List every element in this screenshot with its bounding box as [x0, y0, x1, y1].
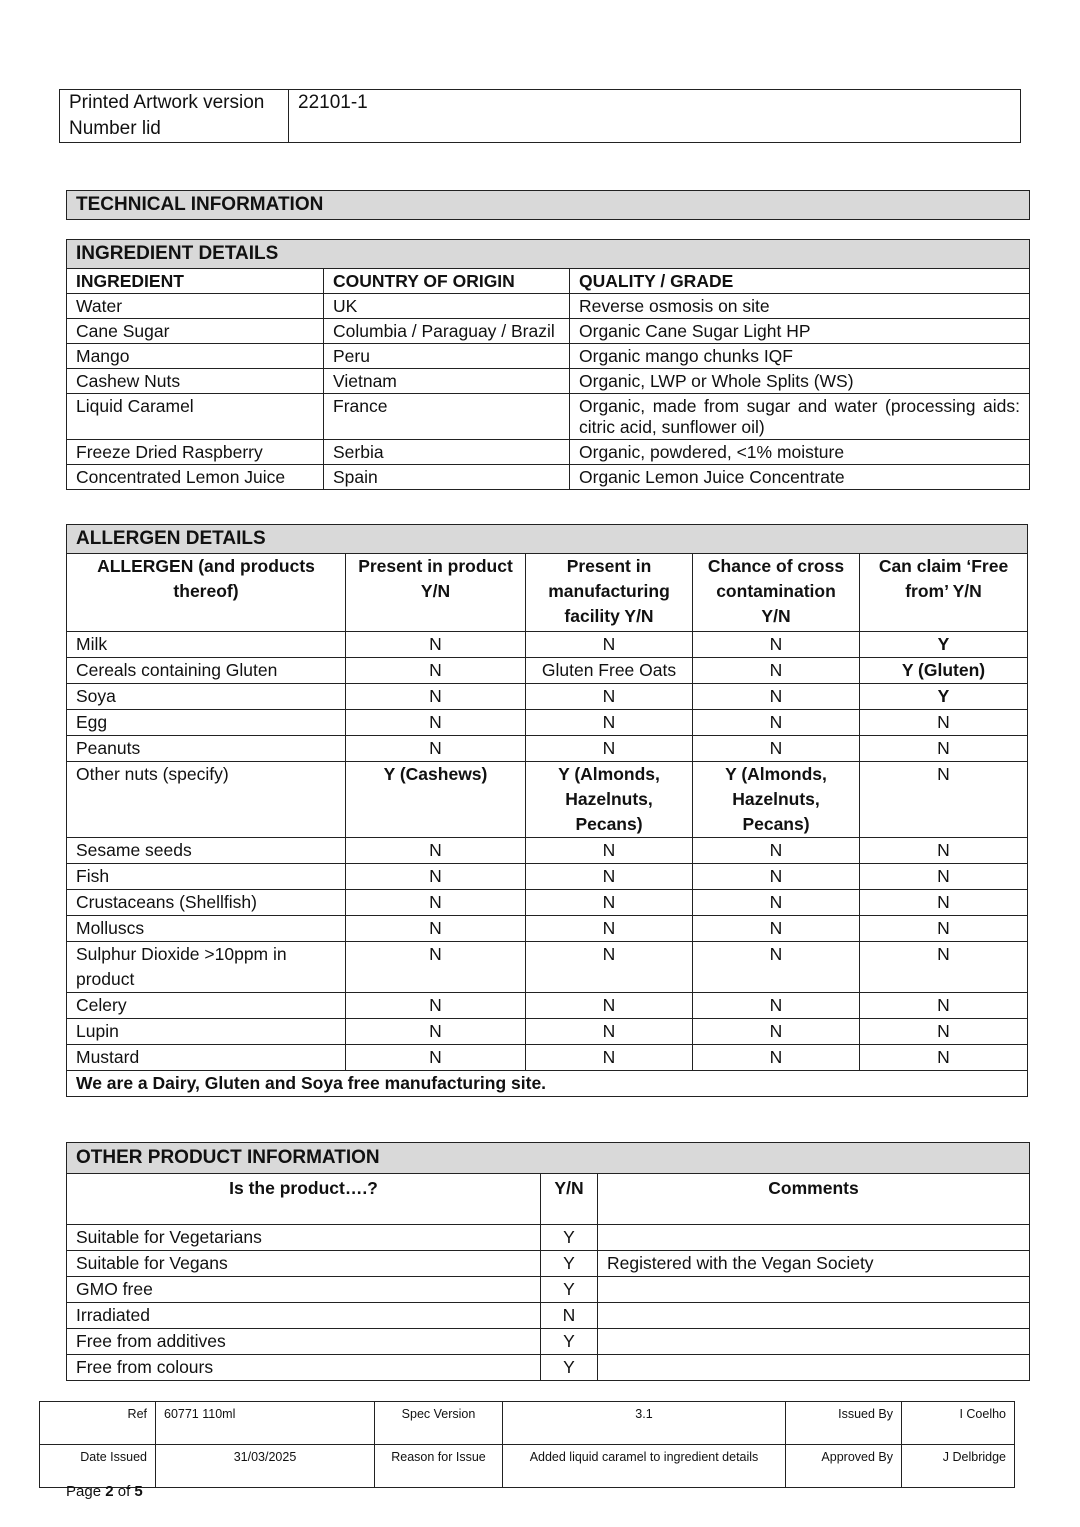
table-row: [67, 993, 1028, 1019]
origin-cell: France: [324, 394, 570, 440]
ingredient-cell: Concentrated Lemon Juice: [67, 465, 324, 490]
yn-cell: Y: [541, 1225, 598, 1251]
yn-cell: N: [541, 1303, 598, 1329]
yn-cell: Y: [541, 1355, 598, 1381]
comment-cell: [598, 1303, 1030, 1329]
value-cell: N: [526, 993, 693, 1019]
comment-cell: Registered with the Vegan Society: [598, 1251, 1030, 1277]
value-cell: N: [526, 710, 693, 736]
column-header: INGREDIENT: [67, 269, 324, 294]
origin-cell: UK: [324, 294, 570, 319]
grade-cell: Organic Cane Sugar Light HP: [570, 319, 1030, 344]
value-cell: N: [526, 838, 693, 864]
ref-value: 60771 110ml: [156, 1402, 375, 1445]
value-cell: Y (Almonds, Hazelnuts, Pecans): [693, 762, 860, 838]
allergen-cell: Crustaceans (Shellfish): [67, 890, 346, 916]
value-cell: N: [346, 838, 526, 864]
reason-label: Reason for Issue: [375, 1445, 503, 1488]
value-cell: N: [860, 1045, 1028, 1071]
comment-cell: [598, 1355, 1030, 1381]
issued-by-label: Issued By: [786, 1402, 902, 1445]
page-of: of: [117, 1483, 131, 1500]
origin-cell: Vietnam: [324, 369, 570, 394]
spec-version-label: Spec Version: [375, 1402, 503, 1445]
table-row: [67, 1019, 1028, 1045]
allergen-cell: Molluscs: [67, 916, 346, 942]
column-header: Chance of cross contamination Y/N: [693, 554, 860, 632]
table-row: [67, 465, 1030, 490]
value-cell: Y (Almonds, Hazelnuts, Pecans): [526, 762, 693, 838]
grade-cell: Organic Lemon Juice Concentrate: [570, 465, 1030, 490]
yn-cell: Y: [541, 1251, 598, 1277]
table-row: [67, 1277, 1030, 1303]
value-cell: N: [346, 1019, 526, 1045]
allergen-cell: Sesame seeds: [67, 838, 346, 864]
table-row: [67, 864, 1028, 890]
table-row: [67, 1303, 1030, 1329]
document-footer-table: [39, 1401, 1015, 1488]
value-cell: N: [860, 838, 1028, 864]
date-issued-value: 31/03/2025: [156, 1445, 375, 1488]
value-cell: N: [693, 658, 860, 684]
column-header: Present in manufacturing facility Y/N: [526, 554, 693, 632]
table-row: [67, 294, 1030, 319]
question-cell: Suitable for Vegetarians: [67, 1225, 541, 1251]
value-cell: N: [346, 658, 526, 684]
comment-cell: [598, 1329, 1030, 1355]
table-header-row: [67, 554, 1028, 632]
approved-by-label: Approved By: [786, 1445, 902, 1488]
ingredient-cell: Liquid Caramel: [67, 394, 324, 440]
value-cell: N: [860, 890, 1028, 916]
value-cell: N: [693, 942, 860, 993]
ingredient-cell: Freeze Dried Raspberry: [67, 440, 324, 465]
value-cell: Y (Cashews): [346, 762, 526, 838]
table-row: [67, 916, 1028, 942]
value-cell: N: [526, 942, 693, 993]
table-row: [67, 942, 1028, 993]
value-cell: N: [526, 864, 693, 890]
approved-by-value: J Delbridge: [902, 1445, 1015, 1488]
table-row: [67, 658, 1028, 684]
value-cell: N: [346, 710, 526, 736]
value-cell: N: [693, 890, 860, 916]
value-cell: N: [346, 632, 526, 658]
value-cell: N: [693, 916, 860, 942]
page-number: [66, 1483, 143, 1500]
table-header-row: [67, 269, 1030, 294]
page-prefix: Page: [66, 1483, 102, 1500]
value-cell: N: [693, 632, 860, 658]
value-cell: N: [526, 632, 693, 658]
grade-cell: Organic, made from sugar and water (processing aids: citric acid, sunflower oil): [570, 394, 1030, 440]
value-cell: N: [860, 942, 1028, 993]
other-info-table: [66, 1142, 1030, 1381]
value-cell: N: [526, 684, 693, 710]
yn-cell: Y: [541, 1329, 598, 1355]
allergen-table: [66, 524, 1028, 1097]
allergen-cell: Soya: [67, 684, 346, 710]
value-cell: N: [346, 993, 526, 1019]
allergen-cell: Other nuts (specify): [67, 762, 346, 838]
grade-cell: Reverse osmosis on site: [570, 294, 1030, 319]
allergen-cell: Egg: [67, 710, 346, 736]
value-cell: N: [346, 942, 526, 993]
ingredient-cell: Water: [67, 294, 324, 319]
value-cell: N: [526, 736, 693, 762]
allergen-cell: Sulphur Dioxide >10ppm in product: [67, 942, 346, 993]
comment-cell: [598, 1277, 1030, 1303]
page-total: 5: [134, 1483, 143, 1500]
value-cell: N: [860, 1019, 1028, 1045]
value-cell: N: [693, 710, 860, 736]
allergen-cell: Cereals containing Gluten: [67, 658, 346, 684]
value-cell: N: [346, 736, 526, 762]
technical-info-header: [66, 190, 1030, 220]
artwork-value: 22101-1: [289, 90, 1021, 143]
table-header-row: [67, 1174, 1030, 1225]
value-cell: N: [693, 838, 860, 864]
allergen-cell: Fish: [67, 864, 346, 890]
value-cell: N: [526, 1019, 693, 1045]
comment-cell: [598, 1225, 1030, 1251]
value-cell: Gluten Free Oats: [526, 658, 693, 684]
value-cell: Y: [860, 684, 1028, 710]
value-cell: N: [693, 684, 860, 710]
table-row: [67, 684, 1028, 710]
value-cell: N: [860, 916, 1028, 942]
value-cell: N: [860, 710, 1028, 736]
section-title: TECHNICAL INFORMATION: [67, 191, 1030, 220]
value-cell: N: [693, 1019, 860, 1045]
question-cell: Free from additives: [67, 1329, 541, 1355]
value-cell: N: [346, 864, 526, 890]
table-row: [67, 344, 1030, 369]
table-row: [67, 1251, 1030, 1277]
question-cell: Free from colours: [67, 1355, 541, 1381]
table-row: [67, 1329, 1030, 1355]
ref-label: Ref: [40, 1402, 156, 1445]
column-header: ALLERGEN (and products thereof): [67, 554, 346, 632]
table-row: [67, 319, 1030, 344]
value-cell: N: [526, 916, 693, 942]
allergen-footnote: We are a Dairy, Gluten and Soya free manufacturing site.: [67, 1071, 1028, 1097]
spec-version-value: 3.1: [503, 1402, 786, 1445]
value-cell: N: [860, 993, 1028, 1019]
origin-cell: Peru: [324, 344, 570, 369]
origin-cell: Serbia: [324, 440, 570, 465]
reason-value: Added liquid caramel to ingredient details: [503, 1445, 786, 1488]
table-row: [67, 1045, 1028, 1071]
value-cell: N: [346, 890, 526, 916]
table-row: [67, 762, 1028, 838]
table-row: [67, 710, 1028, 736]
question-cell: Suitable for Vegans: [67, 1251, 541, 1277]
ingredient-cell: Mango: [67, 344, 324, 369]
section-title: INGREDIENT DETAILS: [67, 240, 1030, 269]
allergen-cell: Milk: [67, 632, 346, 658]
value-cell: N: [860, 736, 1028, 762]
column-header: QUALITY / GRADE: [570, 269, 1030, 294]
value-cell: N: [526, 1045, 693, 1071]
column-header: Comments: [598, 1174, 1030, 1225]
column-header: COUNTRY OF ORIGIN: [324, 269, 570, 294]
issued-by-value: I Coelho: [902, 1402, 1015, 1445]
column-header: Can claim ‘Free from’ Y/N: [860, 554, 1028, 632]
table-row: [67, 838, 1028, 864]
table-row: [67, 440, 1030, 465]
value-cell: N: [346, 1045, 526, 1071]
allergen-cell: Mustard: [67, 1045, 346, 1071]
table-row: [67, 394, 1030, 440]
value-cell: N: [693, 1045, 860, 1071]
value-cell: N: [346, 684, 526, 710]
table-row: [67, 369, 1030, 394]
artwork-label: Printed Artwork version Number lid: [60, 90, 289, 143]
section-title: ALLERGEN DETAILS: [67, 525, 1028, 554]
value-cell: N: [526, 890, 693, 916]
ingredient-table: [66, 239, 1030, 490]
yn-cell: Y: [541, 1277, 598, 1303]
value-cell: N: [693, 993, 860, 1019]
origin-cell: Columbia / Paraguay / Brazil: [324, 319, 570, 344]
grade-cell: Organic, LWP or Whole Splits (WS): [570, 369, 1030, 394]
table-row: [67, 632, 1028, 658]
question-cell: GMO free: [67, 1277, 541, 1303]
value-cell: N: [346, 916, 526, 942]
value-cell: N: [860, 762, 1028, 838]
value-cell: N: [693, 864, 860, 890]
table-row: [67, 1355, 1030, 1381]
origin-cell: Spain: [324, 465, 570, 490]
grade-cell: Organic, powdered, <1% moisture: [570, 440, 1030, 465]
allergen-cell: Lupin: [67, 1019, 346, 1045]
value-cell: N: [860, 864, 1028, 890]
allergen-cell: Peanuts: [67, 736, 346, 762]
table-row: [67, 1225, 1030, 1251]
page-current: 2: [105, 1483, 114, 1500]
column-header: Present in product Y/N: [346, 554, 526, 632]
allergen-cell: Celery: [67, 993, 346, 1019]
artwork-version-table: [59, 89, 1021, 143]
ingredient-cell: Cane Sugar: [67, 319, 324, 344]
ingredient-cell: Cashew Nuts: [67, 369, 324, 394]
date-issued-label: Date Issued: [40, 1445, 156, 1488]
value-cell: N: [693, 736, 860, 762]
value-cell: Y (Gluten): [860, 658, 1028, 684]
table-row: [67, 736, 1028, 762]
column-header: Y/N: [541, 1174, 598, 1225]
column-header: Is the product….?: [67, 1174, 541, 1225]
question-cell: Irradiated: [67, 1303, 541, 1329]
grade-cell: Organic mango chunks IQF: [570, 344, 1030, 369]
table-row: [67, 890, 1028, 916]
value-cell: Y: [860, 632, 1028, 658]
section-title: OTHER PRODUCT INFORMATION: [67, 1143, 1030, 1174]
